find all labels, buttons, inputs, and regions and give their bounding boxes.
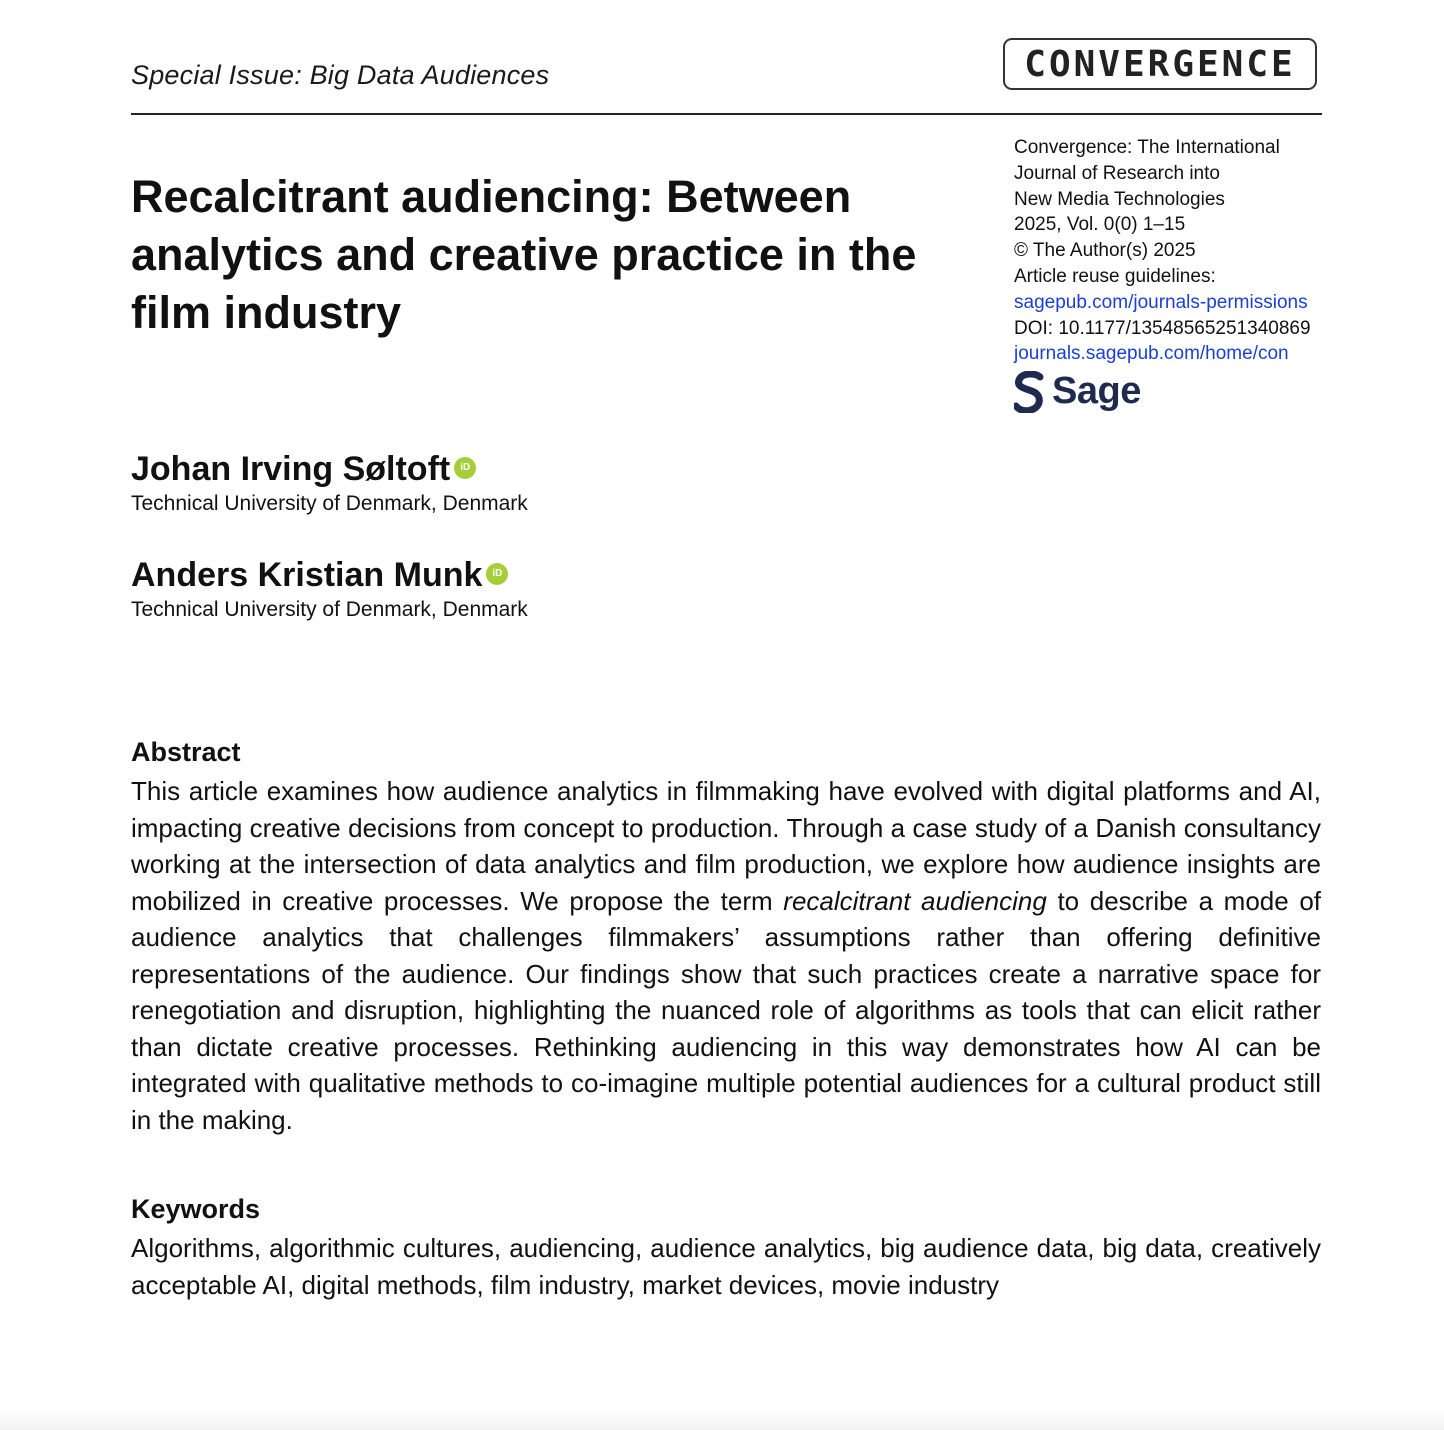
doi: DOI: 10.1177/13548565251340869 <box>1014 317 1311 339</box>
keywords-text: Algorithms, algorithmic cultures, audiencing, audience analytics, big audience data, big data, creatively acceptable AI, digital methods, film industry, market devices, movie industry <box>131 1233 1321 1300</box>
orcid-icon[interactable]: iD <box>454 457 476 479</box>
volume-info: 2025, Vol. 0(0) 1–15 <box>1014 214 1186 236</box>
page-bottom-edge <box>0 1408 1444 1430</box>
abstract-heading: Abstract <box>131 737 241 767</box>
author-block-1 <box>131 449 528 518</box>
author-affiliation: Technical University of Denmark, Denmark <box>131 598 528 621</box>
abstract-text-part-1: This article examines how audience analytics in filmmaking have evolved with digital platforms and AI, impacting creative decisions from concept to production. Through a case study of a Danish consultancy working at the intersection of data analytics and film production, we explore how audience insights are mobilized in creative processes. We propose the term <box>131 776 1321 916</box>
orcid-icon[interactable]: iD <box>486 563 508 585</box>
author-name: Anders Kristian Munk <box>131 556 483 594</box>
author-name: Johan Irving Søltoft <box>131 450 451 488</box>
journal-home-link[interactable]: journals.sagepub.com/home/con <box>1014 343 1289 365</box>
publisher-name: Sage <box>1052 370 1141 412</box>
copyright-notice: © The Author(s) 2025 <box>1014 240 1196 262</box>
journal-logo: CONVERGENCE <box>1003 38 1317 90</box>
sage-s-icon <box>1014 371 1044 413</box>
keywords-heading: Keywords <box>131 1194 261 1224</box>
permissions-link[interactable]: sagepub.com/journals-permissions <box>1014 291 1308 313</box>
abstract-text-part-2: to describe a mode of audience analytics that challenges filmmakers’ assumptions rather than offering definitive representations of the audience. Our findings show that such practices create a narrative space for renegotiation and disruption, highlighting the nuanced role of algorithms as tools that can elicit rather than dictate creative processes. Rethinking audiencing in this way demonstrates how AI can be integrated with qualitative methods to co-imagine multiple potential audiences for a cultural product still in the making. <box>131 885 1322 1135</box>
journal-name-line-1: Convergence: The International <box>1014 137 1280 158</box>
abstract-key-term: recalcitrant audiencing <box>783 885 1047 916</box>
article-title: Recalcitrant audiencing: Between analytics and creative practice in the film industry <box>131 171 917 338</box>
abstract-text <box>131 773 1321 1138</box>
journal-name-line-2: Journal of Research into <box>1014 162 1220 184</box>
journal-name-line-3: New Media Technologies <box>1014 188 1225 210</box>
journal-metadata <box>1014 135 1344 367</box>
header-divider <box>131 113 1322 115</box>
reuse-label: Article reuse guidelines: <box>1014 265 1216 287</box>
special-issue-label: Special Issue: Big Data Audiences <box>131 60 550 90</box>
publisher-logo <box>1014 370 1141 413</box>
author-block-2 <box>131 555 528 624</box>
author-affiliation: Technical University of Denmark, Denmark <box>131 492 528 515</box>
